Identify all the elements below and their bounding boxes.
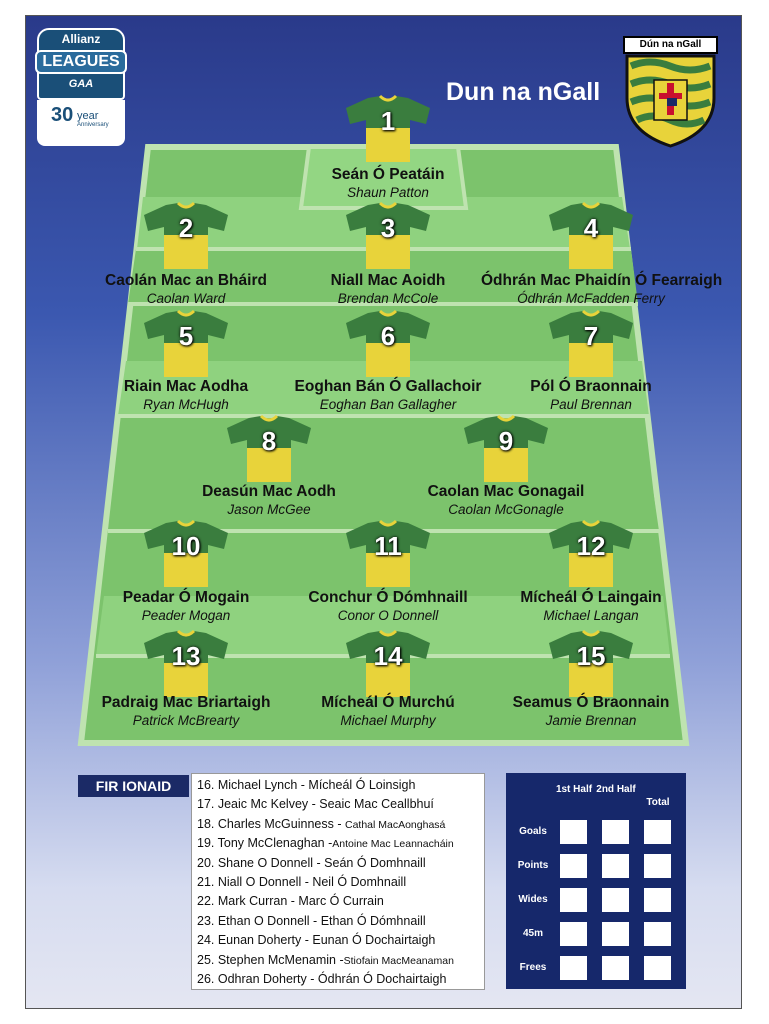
sub-english-name: 26. Odhran Doherty - xyxy=(197,971,318,986)
stats-row-label: 45m xyxy=(522,928,543,939)
team-name: Dun na nGall xyxy=(446,78,601,106)
player-english-name: Brendan McCole xyxy=(337,291,439,306)
player-english-name: Ryan McHugh xyxy=(143,397,229,412)
sub-english-name: 16. Michael Lynch - xyxy=(197,778,309,792)
sub-irish-name: Marc Ó Currain xyxy=(298,894,384,909)
player-jersey xyxy=(346,94,430,164)
sub-irish-name: Ethan Ó Dómhnaill xyxy=(320,913,426,928)
sub-irish-name: Ódhrán Ó Dochairtaigh xyxy=(317,971,447,986)
stats-table xyxy=(506,773,686,989)
player-jersey xyxy=(144,309,228,379)
sub-irish-name: Neil Ó Domhnaill xyxy=(312,874,407,889)
stats-input-box[interactable] xyxy=(644,922,671,946)
allianz-leagues-logo xyxy=(37,28,125,146)
jersey-number: 8 xyxy=(261,426,277,456)
sub-english-name: 19. Tony McClenaghan - xyxy=(197,836,333,851)
player-irish-name: Peadar Ó Mogain xyxy=(122,589,250,606)
sub-row xyxy=(192,951,484,970)
player-jersey xyxy=(464,414,548,484)
stats-row-label: Points xyxy=(517,860,549,871)
stats-row-label: Frees xyxy=(519,962,547,973)
sub-english-name: 25. Stephen McMenamin - xyxy=(197,952,344,967)
sub-row xyxy=(192,815,484,834)
player-jersey xyxy=(549,519,633,589)
stats-column-header: 2nd Half xyxy=(596,784,636,795)
player-jersey xyxy=(144,629,228,699)
sub-irish-name: Cathal MacAonghasá xyxy=(344,818,446,831)
stats-input-box[interactable] xyxy=(560,888,587,912)
stats-column-header: 1st Half xyxy=(555,784,593,795)
player-jersey xyxy=(549,629,633,699)
player-irish-name: Mícheál Ó Laingain xyxy=(520,589,662,606)
player-irish-name: Riain Mac Aodha xyxy=(123,378,249,395)
player-english-name: Michael Murphy xyxy=(340,713,436,728)
crest-label: Dún na nGall xyxy=(623,36,718,54)
sub-row xyxy=(192,931,484,950)
logo-gaa-text: GAA xyxy=(68,78,94,90)
stats-input-box[interactable] xyxy=(644,820,671,844)
stats-column-header: Total xyxy=(646,797,670,808)
sub-row xyxy=(192,970,484,989)
sub-english-name: 17. Jeaic Mc Kelvey - xyxy=(197,797,320,812)
stats-input-box[interactable] xyxy=(602,922,629,946)
sub-row xyxy=(192,776,484,795)
logo-30: 30 xyxy=(51,104,74,126)
stats-input-box[interactable] xyxy=(644,854,671,878)
player-english-name: Peader Mogan xyxy=(141,608,231,623)
player-english-name: Michael Langan xyxy=(543,608,639,623)
player-english-name: Jason McGee xyxy=(227,502,311,517)
sub-irish-name: Eunan Ó Dochairtaigh xyxy=(312,933,436,948)
sub-english-name: 24. Eunan Doherty - xyxy=(197,933,313,948)
stats-input-box[interactable] xyxy=(602,820,629,844)
player-irish-name: Padraig Mac Briartaigh xyxy=(101,694,271,711)
player-irish-name: Deasún Mac Aodh xyxy=(202,483,336,500)
stats-input-box[interactable] xyxy=(560,922,587,946)
jersey-number: 3 xyxy=(380,213,396,243)
stats-input-box[interactable] xyxy=(602,854,629,878)
player-irish-name: Mícheál Ó Murchú xyxy=(321,694,455,711)
player-english-name: Shaun Patton xyxy=(347,185,429,200)
sub-irish-name: Stiofain MacMeanaman xyxy=(343,954,454,967)
player-jersey xyxy=(346,309,430,379)
player-irish-name: Caolán Mac an Bháird xyxy=(105,272,267,289)
jersey-number: 5 xyxy=(178,321,194,351)
jersey-number: 6 xyxy=(380,321,396,351)
sub-irish-name: Mícheál Ó Loinsigh xyxy=(308,778,416,792)
sub-english-name: 22. Mark Curran - xyxy=(197,894,299,909)
player-jersey xyxy=(346,629,430,699)
jersey-number: 15 xyxy=(576,641,606,671)
jersey-number: 7 xyxy=(583,321,599,351)
logo-anniversary: Anniversary xyxy=(77,122,109,128)
jersey-number: 4 xyxy=(583,213,599,243)
stats-input-box[interactable] xyxy=(560,854,587,878)
sub-english-name: 21. Niall O Donnell - xyxy=(197,874,313,889)
logo-leagues-text: LEAGUES xyxy=(35,50,127,74)
sub-row xyxy=(192,834,484,853)
sub-row xyxy=(192,912,484,931)
player-irish-name: Seán Ó Peatáin xyxy=(331,166,445,183)
player-english-name: Caolan Ward xyxy=(146,291,226,306)
stats-input-box[interactable] xyxy=(602,956,629,980)
sub-irish-name: Seaic Mac Ceallbhuí xyxy=(319,797,434,812)
jersey-number: 2 xyxy=(178,213,194,243)
player-english-name: Patrick McBrearty xyxy=(132,713,240,728)
player-jersey xyxy=(549,309,633,379)
player-irish-name: Niall Mac Aoidh xyxy=(330,272,446,289)
player-english-name: Ódhrán McFadden Ferry xyxy=(517,291,665,306)
player-jersey xyxy=(346,201,430,271)
sub-row xyxy=(192,795,484,814)
sub-english-name: 18. Charles McGuinness - xyxy=(197,816,345,831)
player-irish-name: Caolan Mac Gonagail xyxy=(427,483,585,500)
subs-title: FIR IONAID xyxy=(78,775,189,797)
sub-english-name: 20. Shane O Donnell - xyxy=(197,855,325,870)
crest-shield-icon xyxy=(623,36,718,148)
player-jersey xyxy=(346,519,430,589)
sub-row xyxy=(192,873,484,892)
jersey-number: 13 xyxy=(171,641,201,671)
sub-row xyxy=(192,854,484,873)
stats-input-box[interactable] xyxy=(602,888,629,912)
player-jersey xyxy=(144,519,228,589)
player-jersey xyxy=(144,201,228,271)
county-crest xyxy=(623,36,718,148)
stats-input-box[interactable] xyxy=(560,820,587,844)
sub-irish-name: Antoine Mac Leannacháin xyxy=(332,838,454,851)
subs-list xyxy=(191,773,485,990)
player-english-name: Jamie Brennan xyxy=(545,713,637,728)
player-english-name: Caolan McGonagle xyxy=(448,502,564,517)
stats-input-box[interactable] xyxy=(644,956,671,980)
stats-row-label: Wides xyxy=(518,894,548,905)
programme-frame xyxy=(25,15,742,1009)
stats-row-label: Goals xyxy=(519,826,547,837)
player-irish-name: Eoghan Bán Ó Gallachoir xyxy=(294,378,482,395)
logo-allianz-text: Allianz xyxy=(61,32,101,46)
jersey-number: 10 xyxy=(171,531,201,561)
jersey-number: 1 xyxy=(380,106,396,136)
jersey-number: 14 xyxy=(373,641,403,671)
player-irish-name: Conchur Ó Dómhnaill xyxy=(308,589,468,606)
player-jersey xyxy=(227,414,311,484)
jersey-number: 12 xyxy=(576,531,606,561)
stats-input-box[interactable] xyxy=(644,888,671,912)
jersey-number: 9 xyxy=(498,426,514,456)
player-jersey xyxy=(549,201,633,271)
player-irish-name: Seamus Ó Braonnain xyxy=(512,694,670,711)
jersey-number: 11 xyxy=(374,531,402,561)
player-english-name: Eoghan Ban Gallagher xyxy=(319,397,457,412)
player-irish-name: Pól Ó Braonnain xyxy=(530,378,652,395)
player-english-name: Paul Brennan xyxy=(550,397,632,412)
sub-row xyxy=(192,892,484,911)
sub-irish-name: Seán Ó Domhnaill xyxy=(324,855,426,870)
sub-english-name: 23. Ethan O Donnell - xyxy=(197,913,321,928)
player-english-name: Conor O Donnell xyxy=(337,608,439,623)
logo-year: year xyxy=(77,110,99,122)
stats-input-box[interactable] xyxy=(560,956,587,980)
player-irish-name: Ódhrán Mac Phaidín Ó Fearraigh xyxy=(481,272,723,289)
